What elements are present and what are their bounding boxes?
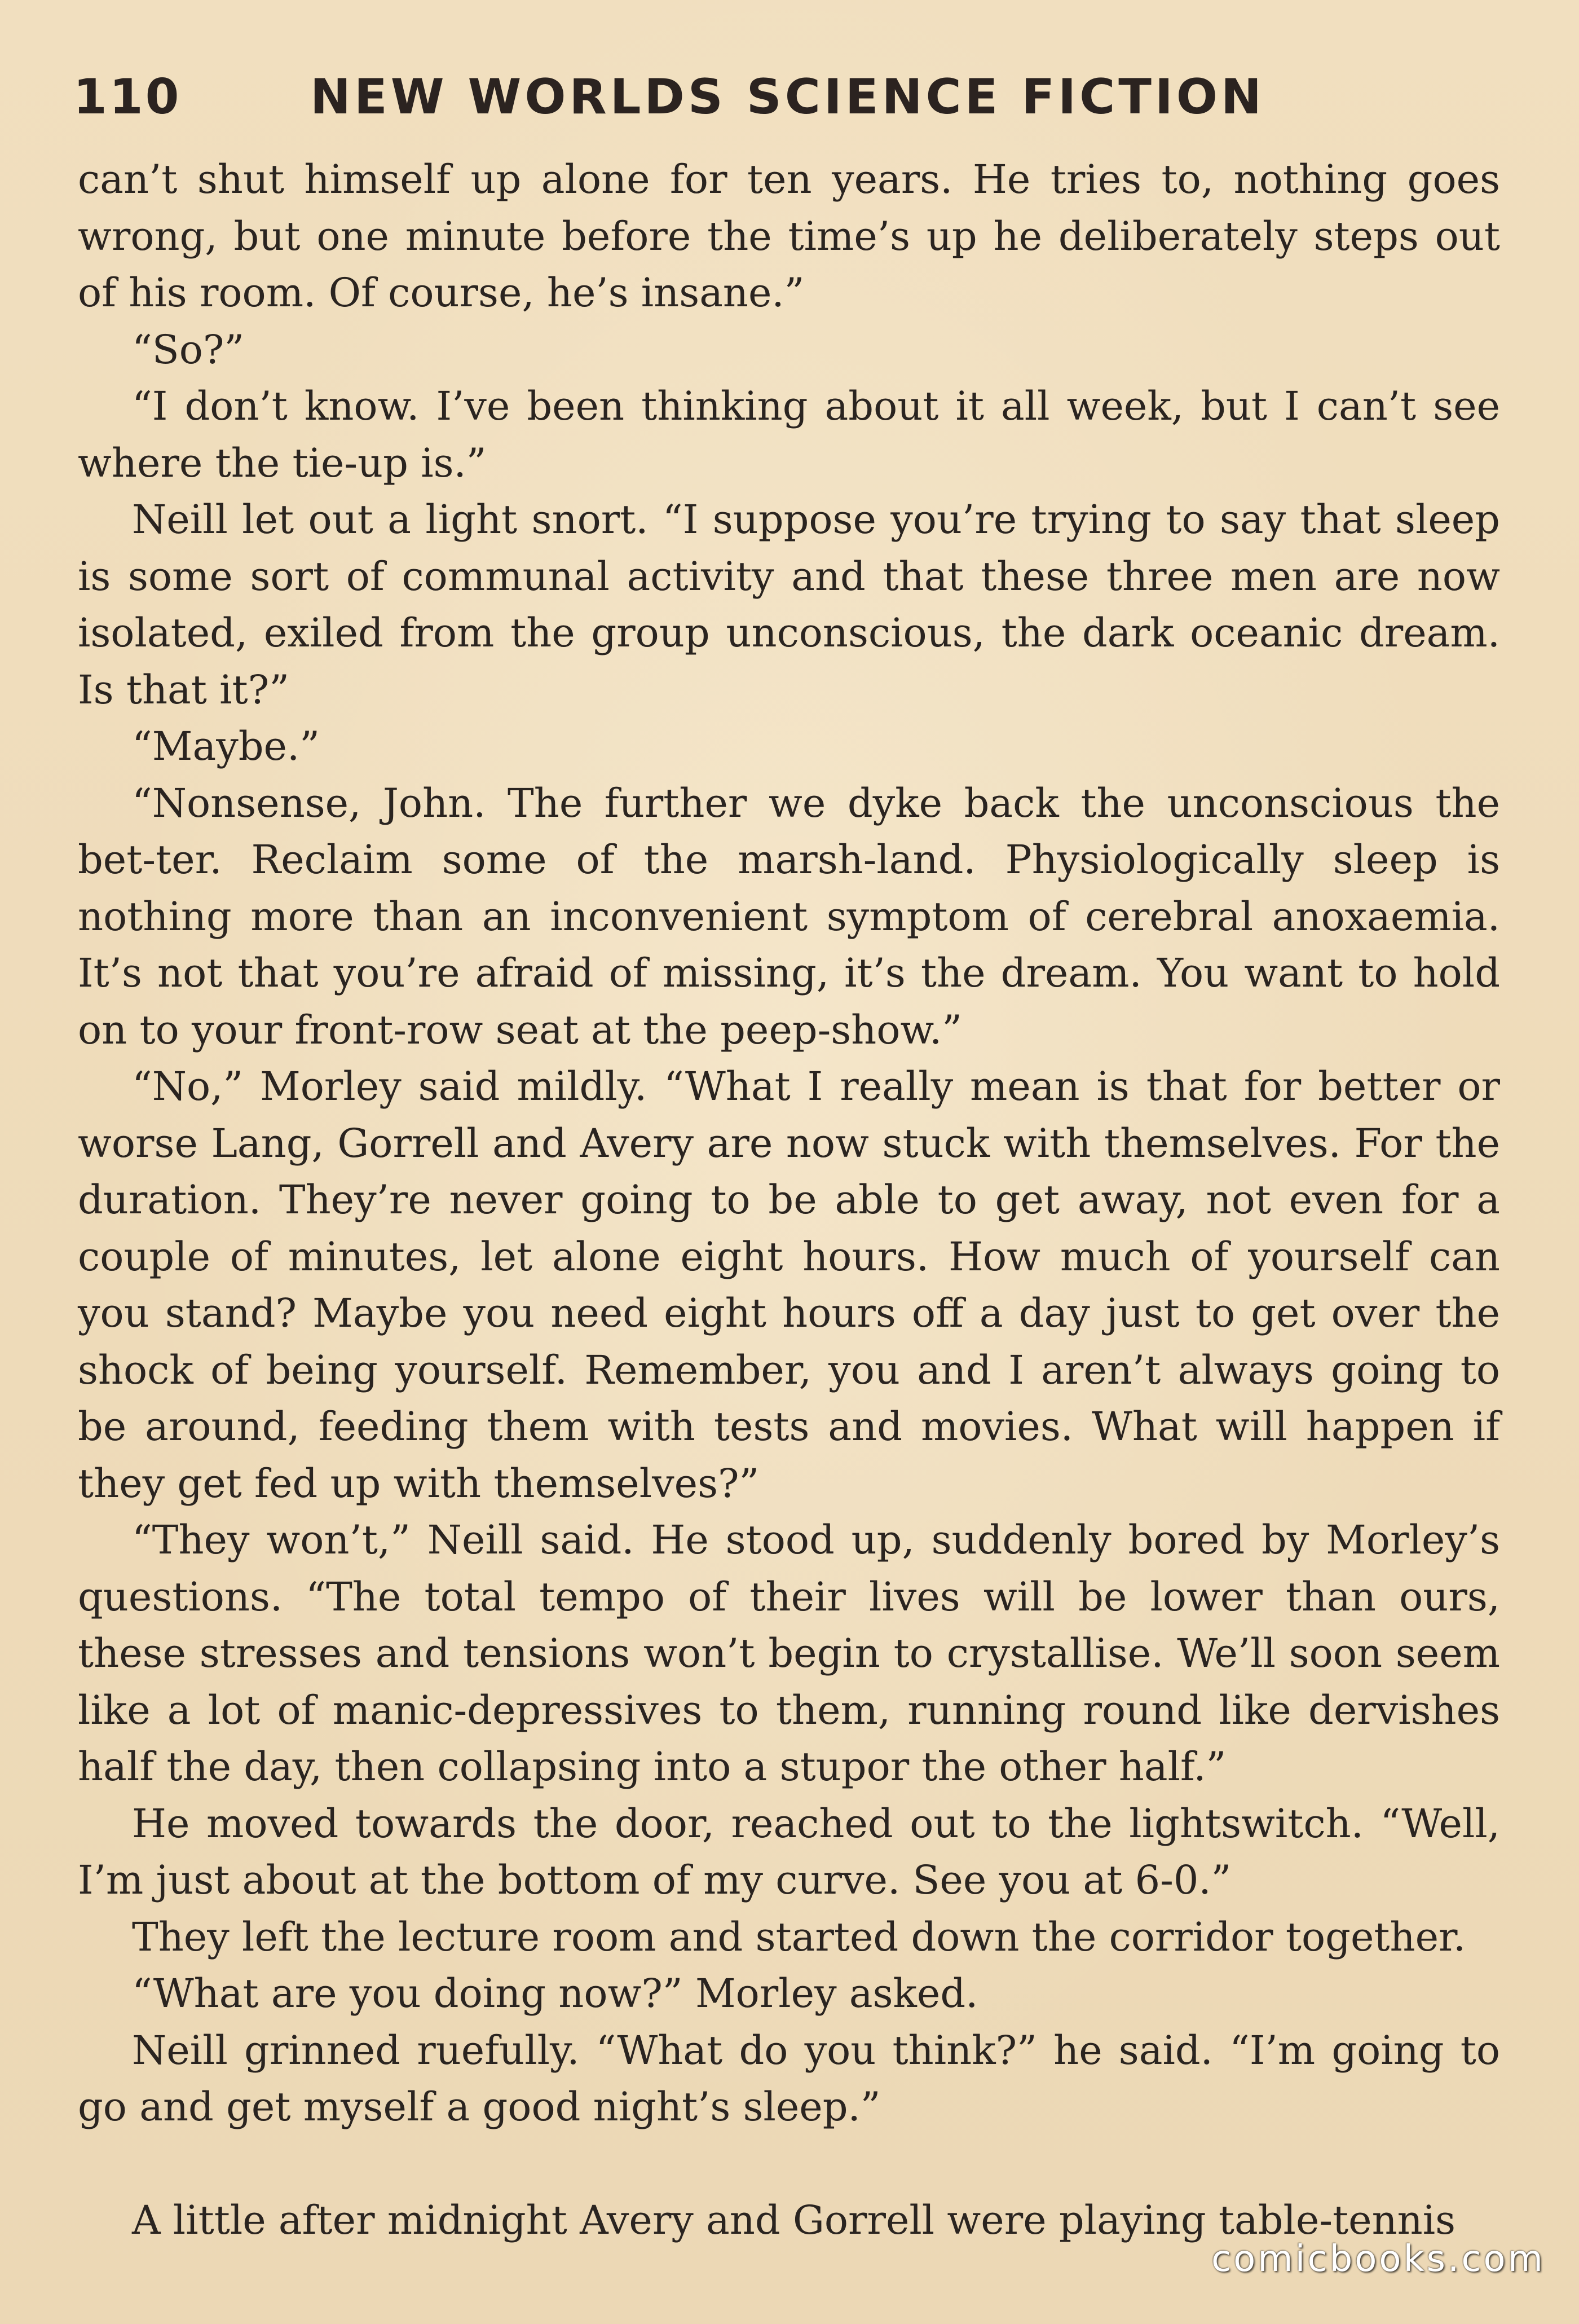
scene-break	[78, 2136, 1500, 2192]
watermark: comicbooks.com	[1211, 2238, 1545, 2280]
paragraph: Neill let out a light snort. “I suppose you’re trying to say that sleep is some sort of communal activity and that these three men are now isolated, exiled from the group unconscious, the dark oceanic dream. Is that it?”	[78, 496, 1500, 713]
paragraph: “What are you doing now?” Morley asked.	[132, 1970, 978, 2017]
paragraph: “No,” Morley said mildly. “What I really mean is that for better or worse Lang, Gorrell and Avery are now stuck with themselves. For the duration. They’re never going to be able to get away, not even for a couple of minutes, let alone eight hours. How much of yourself can you stand? Maybe you need eight hours off a day just to get over the shock of being yourself. Remember, you and I aren’t always going to be around, feeding them with tests and movies. What will happen if they get fed up with themselves?”	[78, 1063, 1500, 1507]
paragraph: “Maybe.”	[132, 723, 320, 769]
paragraph: can’t shut himself up alone for ten years. He tries to, nothing goes wrong, but one minute before the time’s up he deliberately steps out of his room. Of course, he’s insane.”	[78, 156, 1500, 316]
page-number: 110	[73, 69, 182, 125]
magazine-title: NEW WORLDS SCIENCE FICTION	[310, 69, 1265, 125]
paragraph: Neill grinned ruefully. “What do you think?” he said. “I’m going to go and get myself a good night’s sleep.”	[78, 2027, 1500, 2130]
paragraph: A little after midnight Avery and Gorrell were playing table-tennis	[132, 2197, 1456, 2243]
paragraph: “I don’t know. I’ve been thinking about it all week, but I can’t see where the tie-up is.”	[78, 383, 1500, 486]
paragraph: “So?”	[132, 326, 245, 373]
paragraph: They left the lecture room and started down the corridor together.	[132, 1913, 1466, 1960]
running-head	[73, 69, 1517, 131]
paragraph: He moved towards the door, reached out to the lightswitch. “Well, I’m just about at the bottom of my curve. See you at 6-0.”	[78, 1800, 1500, 1903]
body-text	[78, 151, 1500, 2248]
paragraph: “They won’t,” Neill said. He stood up, suddenly bored by Morley’s questions. “The total tempo of their lives will be lower than ours, these stresses and tensions won’t begin to crystallise. We’ll soon seem like a lot of manic-depressives to them, running round like dervishes half the day, then collapsing into a stupor the other half.”	[78, 1517, 1500, 1790]
paragraph: “Nonsense, John. The further we dyke back the unconscious the bet-ter. Reclaim some of the marsh-land. Physiologically sleep is nothing more than an inconvenient symptom of cerebral anoxaemia. It’s not that you’re afraid of missing, it’s the dream. You want to hold on to your front-row seat at the peep-show.”	[78, 780, 1500, 1053]
